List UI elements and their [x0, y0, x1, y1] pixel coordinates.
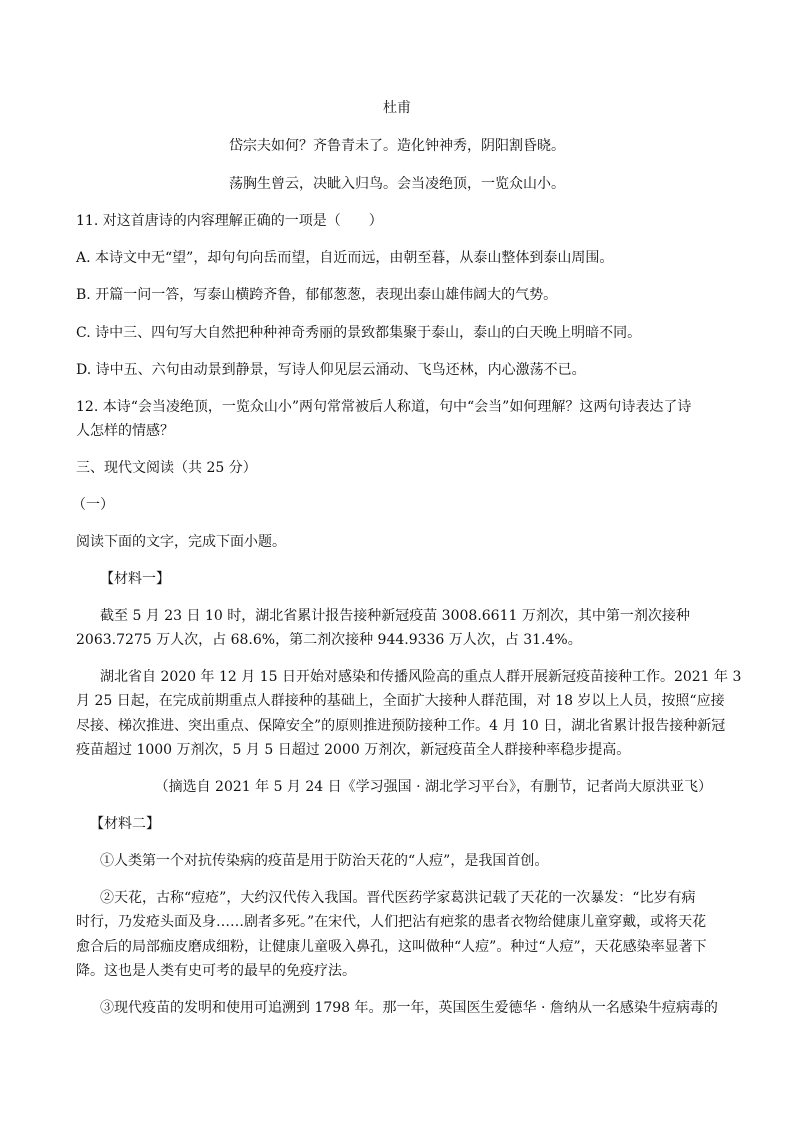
- poem-line-1: 岱宗夫如何？齐鲁青未了。造化钟神秀，阴阳割昏晓。: [229, 138, 565, 154]
- material-1-p2-line-1: 湖北省自 2020 年 12 月 15 日开始对感染和传播风险高的重点人群开展新冠疫苗接种工作。2021 年 3: [100, 669, 742, 685]
- section-instruction: 阅读下面的文字，完成下面小题。: [76, 534, 286, 550]
- material-2-p2-line-1: ②天花，古称“痘疮”，大约汉代传入我国。晋代医药学家葛洪记载了天花的一次暴发：“比岁有病: [100, 890, 696, 906]
- material-2-p3-line-1: ③现代疫苗的发明和使用可追溯到 1798 年。那一年，英国医生爱德华 · 詹纳从一名感染牛痘病毒的: [100, 1000, 718, 1016]
- material-1-p2-line-3: 尽接、梯次推进、突出重点、保障安全”的原则推进预防接种工作。4 月 10 日，湖北省累计报告接种新冠: [76, 718, 726, 734]
- material-1-p1-line-2: 2063.7275 万人次，占 68.6%，第二剂次接种 944.9336 万人次，占 31.4%。: [76, 632, 582, 648]
- material-2-label: 【材料二】: [90, 816, 160, 832]
- material-1-p2-line-2: 月 25 日起，在完成前期重点人群接种的基础上，全面扩大接种人群范围，对 18 岁以上人员，按照“应接: [76, 693, 725, 709]
- material-1-source: （摘选自 2021 年 5 月 24 日《学习强国 · 湖北学习平台》，有删节，记者尚大原洪亚飞）: [154, 779, 712, 795]
- material-2-p2-line-3: 愈合后的局部痂皮磨成细粉，让健康儿童吸入鼻孔，这叫做种“人痘”。种过“人痘”，天花感染率显著下: [76, 939, 707, 955]
- question-11-stem: 11. 对这首唐诗的内容理解正确的一项是（ ）: [76, 213, 383, 229]
- question-11-option-a: A. 本诗文中无“望”，却句句向岳而望，自近而远，由朝至暮，从泰山整体到泰山周围。: [76, 250, 614, 266]
- question-12-line-2: 人怎样的情感？: [76, 423, 174, 439]
- section-heading: 三、现代文阅读（共 25 分）: [76, 460, 257, 476]
- material-2-p1: ①人类第一个对抗传染病的疫苗是用于防治天花的“人痘”，是我国首创。: [100, 853, 549, 869]
- question-11-option-d: D. 诗中五、六句由动景到静景，写诗人仰见层云涌动、飞鸟还林，内心激荡不已。: [76, 362, 586, 378]
- material-2-p2-line-4: 降。这也是人类有史可考的最早的免疫疗法。: [76, 963, 356, 979]
- material-1-p2-line-4: 疫苗超过 1000 万剂次，5 月 5 日超过 2000 万剂次，新冠疫苗全人群接种率稳步提高。: [76, 742, 631, 758]
- material-2-p2-line-2: 时行，乃发疮头面及身……剧者多死。”在宋代，人们把沾有疤浆的患者衣物给健康儿童穿戴，或将天花: [76, 914, 707, 930]
- section-part-label: （一）: [72, 497, 114, 513]
- material-1-p1-line-1: 截至 5 月 23 日 10 时，湖北省累计报告接种新冠疫苗 3008.6611 万剂次，其中第一剂次接种: [100, 608, 690, 624]
- question-11-option-b: B. 开篇一问一答，写泰山横跨齐鲁，郁郁葱葱，表现出泰山雄伟阔大的气势。: [76, 287, 558, 303]
- poem-line-2: 荡胸生曾云，决眦入归鸟。会当凌绝顶，一览众山小。: [229, 176, 565, 192]
- question-11-option-c: C. 诗中三、四句写大自然把种种神奇秀丽的景致都集聚于泰山，泰山的白天晚上明暗不同。: [76, 325, 642, 341]
- poem-author: 杜甫: [383, 100, 411, 116]
- question-12-line-1: 12. 本诗“会当凌绝顶，一览众山小”两句常常被后人称道，句中“会当”如何理解？这两句诗表达了诗: [76, 399, 692, 415]
- material-1-label: 【材料一】: [100, 571, 170, 587]
